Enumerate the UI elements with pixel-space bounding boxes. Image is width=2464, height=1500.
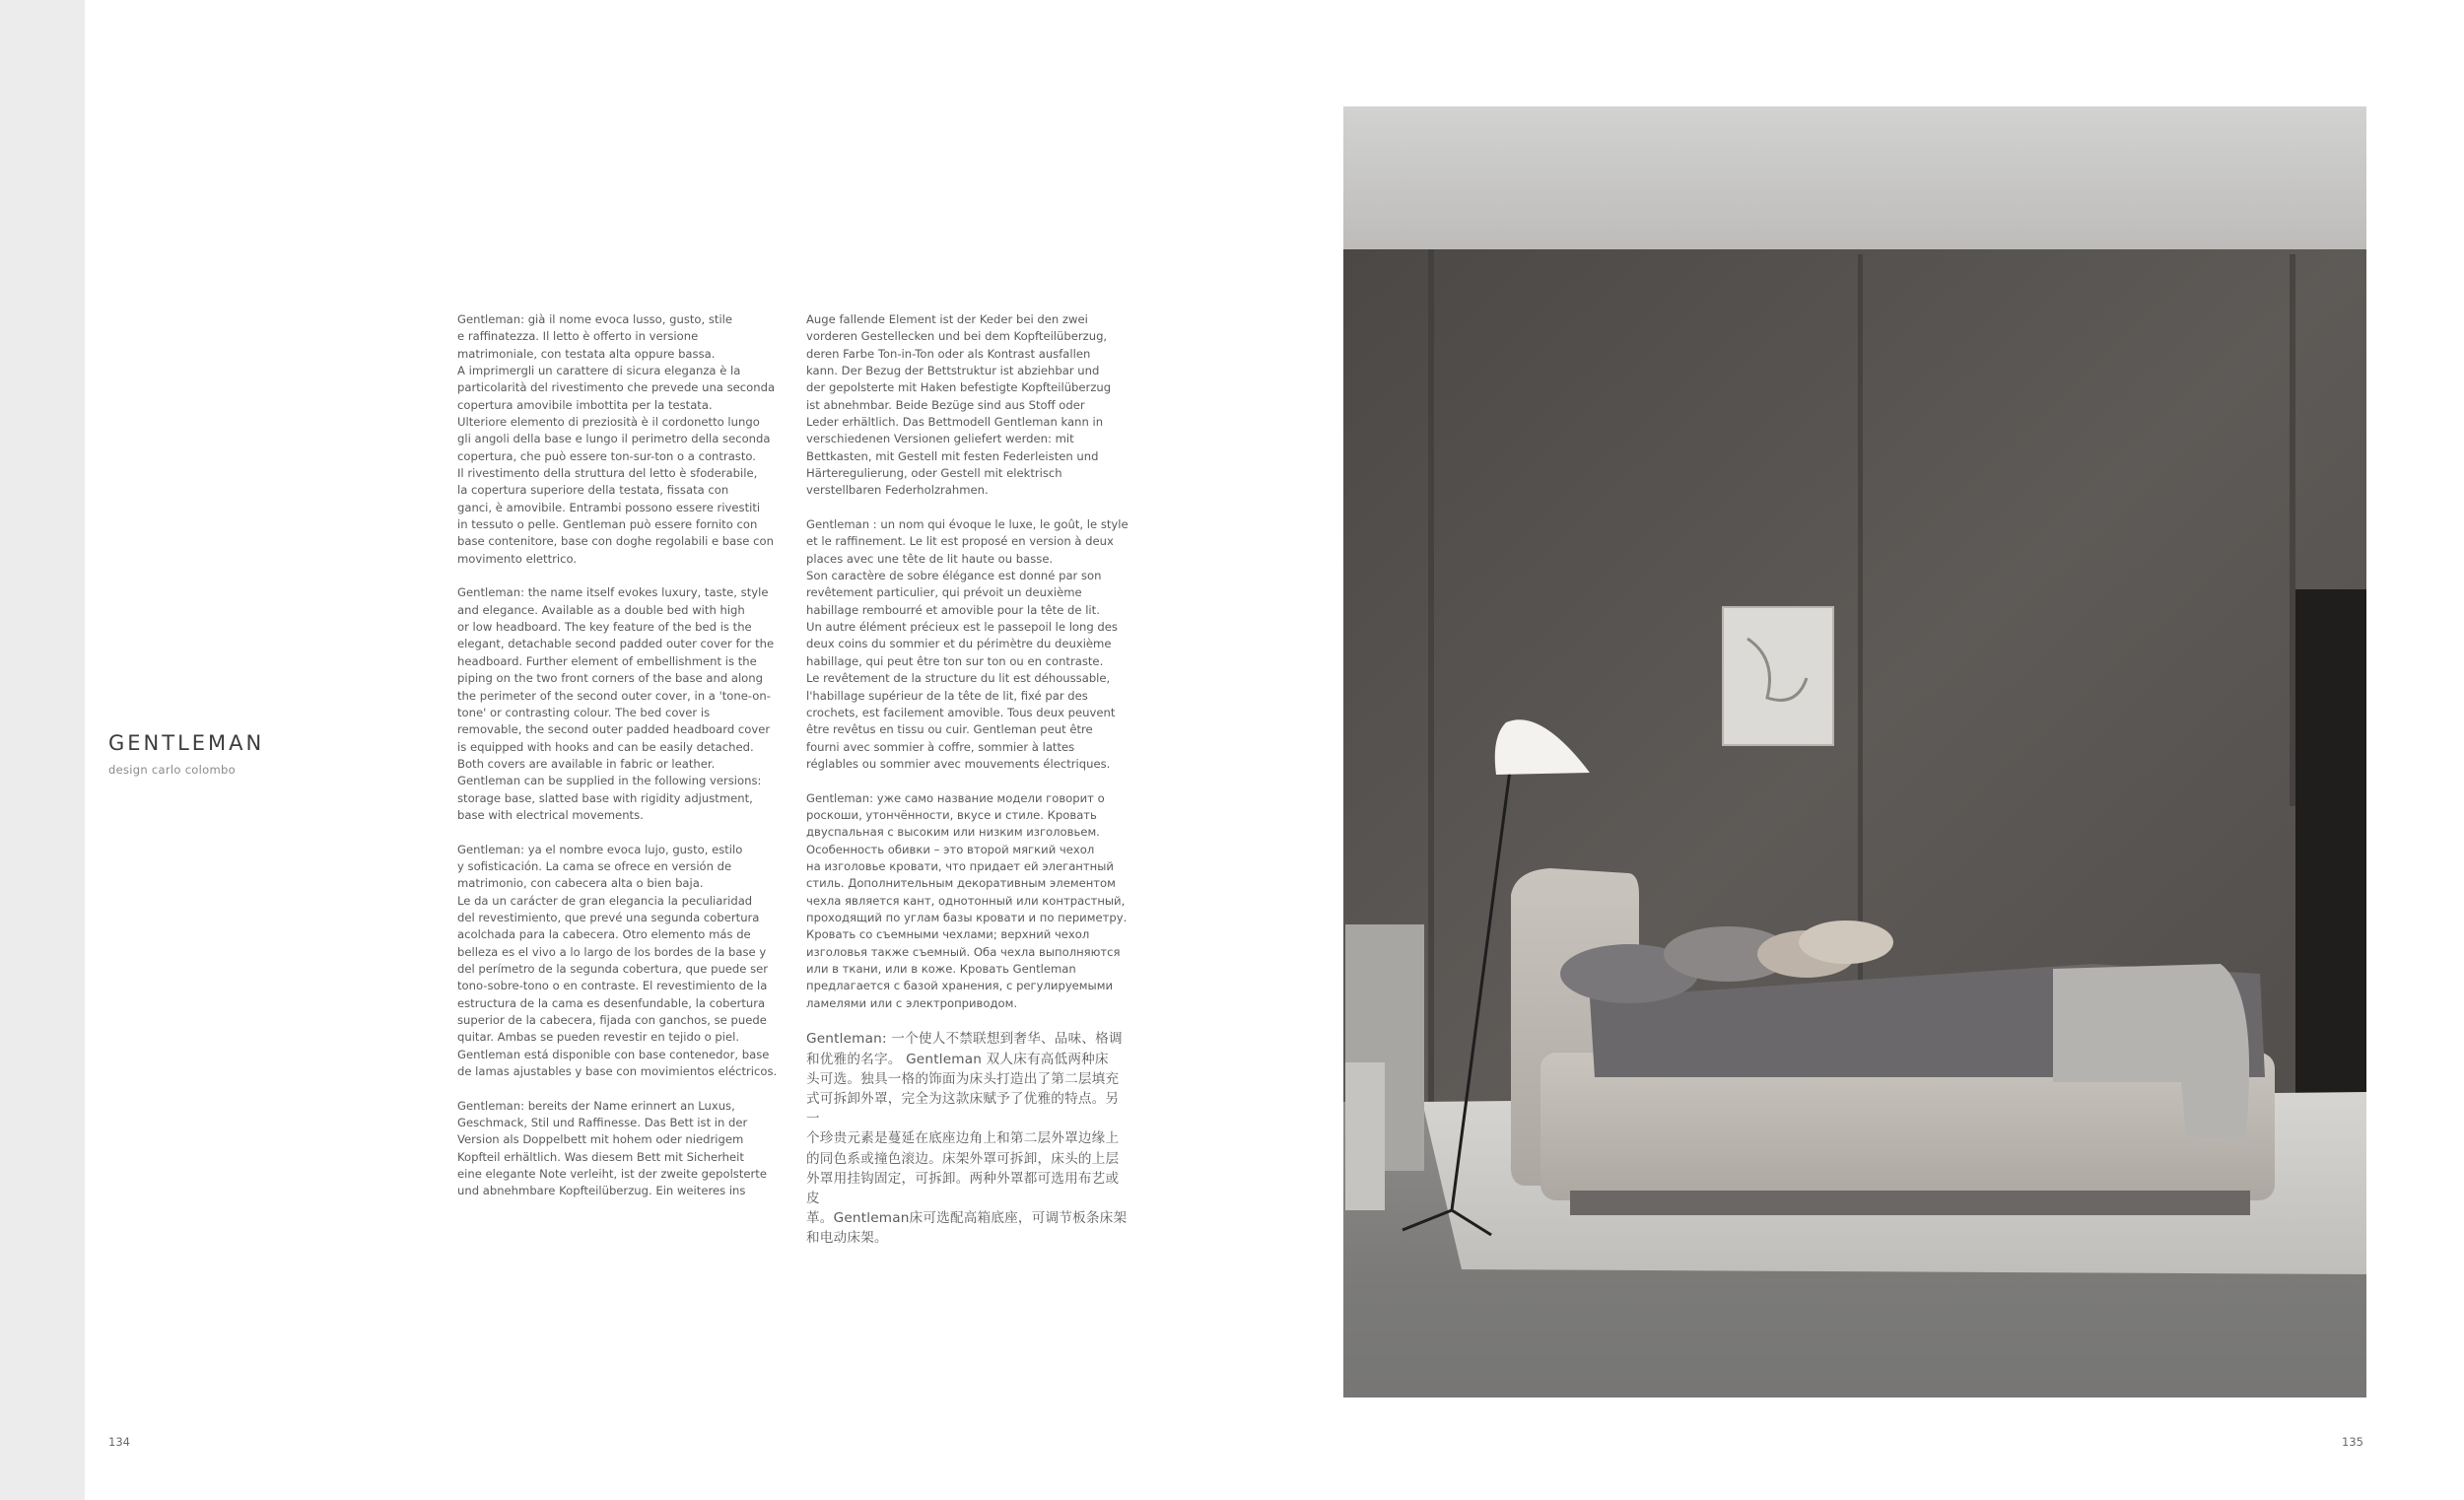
paragraph-russian: Gentleman: уже само название модели говорит о роскоши, утончённости, вкусе и стиле. Кровать двуспальная с высоким или низким изголовьем. Особенность обивки – это второй мягкий чехол на изголовье кровати, что придает ей элегантный стиль. Дополнительным декоративным элементом чехла является кант, однотонный или контрастный, проходящий по углам базы кровати и по периметру. Кровать со съемными чехлами; верхний чехол изголовья также съемный. Оба чехла выполняются или в ткани, или в коже. Кровать Gentleman предлагается с базой хранения, с регулируемыми ламелями или с электроприводом. <box>806 790 1128 1010</box>
paragraph-french: Gentleman : un nom qui évoque le luxe, le goût, le style et le raffinement. Le lit est proposé en version à deux places avec une tête de lit haute ou basse. Son caractère de sobre élégance est donné par son revêtement particulier, qui prévoit un deuxième habillage rembourré et amovible pour la tête de lit. Un autre élément précieux est le passepoil le long des deux coins du sommier et du périmètre du deuxième habillage, qui peut être ton sur ton ou en contraste. Le revêtement de la structure du lit est déhoussable, l'habillage supérieur de la tête de lit, fixé par des crochets, est facilement amovible. Tous deux peuvent être revêtus en tissu ou cuir. Gentleman peut être fourni avec sommier à coffre, sommier à lattes réglables ou sommier avec mouvements électriques. <box>806 517 1129 771</box>
designer-credit: design carlo colombo <box>108 763 236 777</box>
page-number-right: 135 <box>2342 1435 2363 1449</box>
paragraph-italian: Gentleman: già il nome evoca lusso, gusto, stile e raffinatezza. Il letto è offerto in versione matrimoniale, con testata alta oppure bassa. A imprimergli un carattere di sicura eleganza è la particolarità del rivestimento che prevede una seconda copertura amovibile imbottita per la testata. Ulteriore elemento di preziosità è il cordonetto lungo gli angoli della base e lungo il perimetro della seconda copertura, che può essere ton-sur-ton o a contrasto. Il rivestimento della struttura del letto è sfoderabile, la copertura superiore della testata, fissata con ganci, è amovibile. Entrambi possono essere rivestiti in tessuto o pelle. Gentleman può essere fornito con base contenitore, base con doghe regolabili e base con movimento elettrico. <box>457 312 776 566</box>
paragraph-english: Gentleman: the name itself evokes luxury, taste, style and elegance. Available as a double bed with high or low headboard. The key feature of the bed is the elegant, detachable second padded outer cover for the headboard. Further element of embellishment is the piping on the two front corners of the base and along the perimeter of the second outer cover, in a 'tone-on- tone' or contrasting colour. The bed cover is removable, the second outer padded headboard cover is equipped with hooks and can be easily detached. Both covers are available in fabric or leather. Gentleman can be supplied in the following versions: storage base, slatted base with rigidity adjustment, base with electrical movements. <box>457 585 775 822</box>
product-title: GENTLEMAN <box>108 731 265 755</box>
paragraph-german-start: Gentleman: bereits der Name erinnert an Luxus, Geschmack, Stil und Raffinesse. Das Bett ist in der Version als Doppelbett mit hohem oder niedrigem Kopfteil erhältlich. Was diesem Bett mit Sicherheit eine elegante Note verleiht, ist der zweite gepolsterte und abnehmbare Kopfteilüberzug. Ein weiteres ins <box>457 1098 767 1198</box>
page-number-left: 134 <box>108 1435 130 1449</box>
paragraph-german-end: Auge fallende Element ist der Keder bei den zwei vorderen Gestellecken und bei dem Kopfteilüberzug, deren Farbe Ton-in-Ton oder als Kontrast ausfallen kann. Der Bezug der Bettstruktur ist abziehbar und der gepolsterte mit Haken befestigte Kopfteilüberzug ist abnehmbar. Beide Bezüge sind aus Stoff oder Leder erhältlich. Das Bettmodell Gentleman kann in verschiedenen Versionen geliefert werden: mit Bettkasten, mit Gestell mit festen Federleisten und Härteregulierung, oder Gestell mit elektrisch verstellbaren Federholzrahmen. <box>806 312 1112 498</box>
text-column-left <box>457 311 783 1217</box>
paragraph-chinese: Gentleman: 一个使人不禁联想到奢华、品味、格调 和优雅的名字。 Gentleman 双人床有高低两种床 头可选。独具一格的饰面为床头打造出了第二层填充 式可拆卸外罩，完全为这款床赋予了优雅的特点。另一 个珍贵元素是蔓延在底座边角上和第二层外罩边缘上 的同色系或撞色滚边。床架外罩可拆卸，床头的上层 外罩用挂钩固定，可拆卸。两种外罩都可选用布艺或皮 革。Gentleman床可选配高箱底座，可调节板条床架 和电动床架。 <box>806 1031 1128 1247</box>
text-column-right <box>806 311 1131 1265</box>
bed-product-photo <box>1343 106 2366 1398</box>
page-margin-strip <box>0 0 85 1500</box>
paragraph-spanish: Gentleman: ya el nombre evoca lujo, gusto, estilo y sofisticación. La cama se ofrece en versión de matrimonio, con cabecera alta o bien baja. Le da un carácter de gran elegancia la peculiaridad del revestimiento, que prevé una segunda cobertura acolchada para la cabecera. Otro elemento más de belleza es el vivo a lo largo de los bordes de la base y del perímetro de la segunda cobertura, que puede ser tono-sobre-tono o en contraste. El revestimiento de la estructura de la cama es desenfundable, la cobertura superior de la cabecera, fijada con ganchos, se puede quitar. Ambas se pueden revestir en tejido o piel. Gentleman está disponible con base contenedor, base de lamas ajustables y base con movimientos eléctricos. <box>457 842 778 1079</box>
